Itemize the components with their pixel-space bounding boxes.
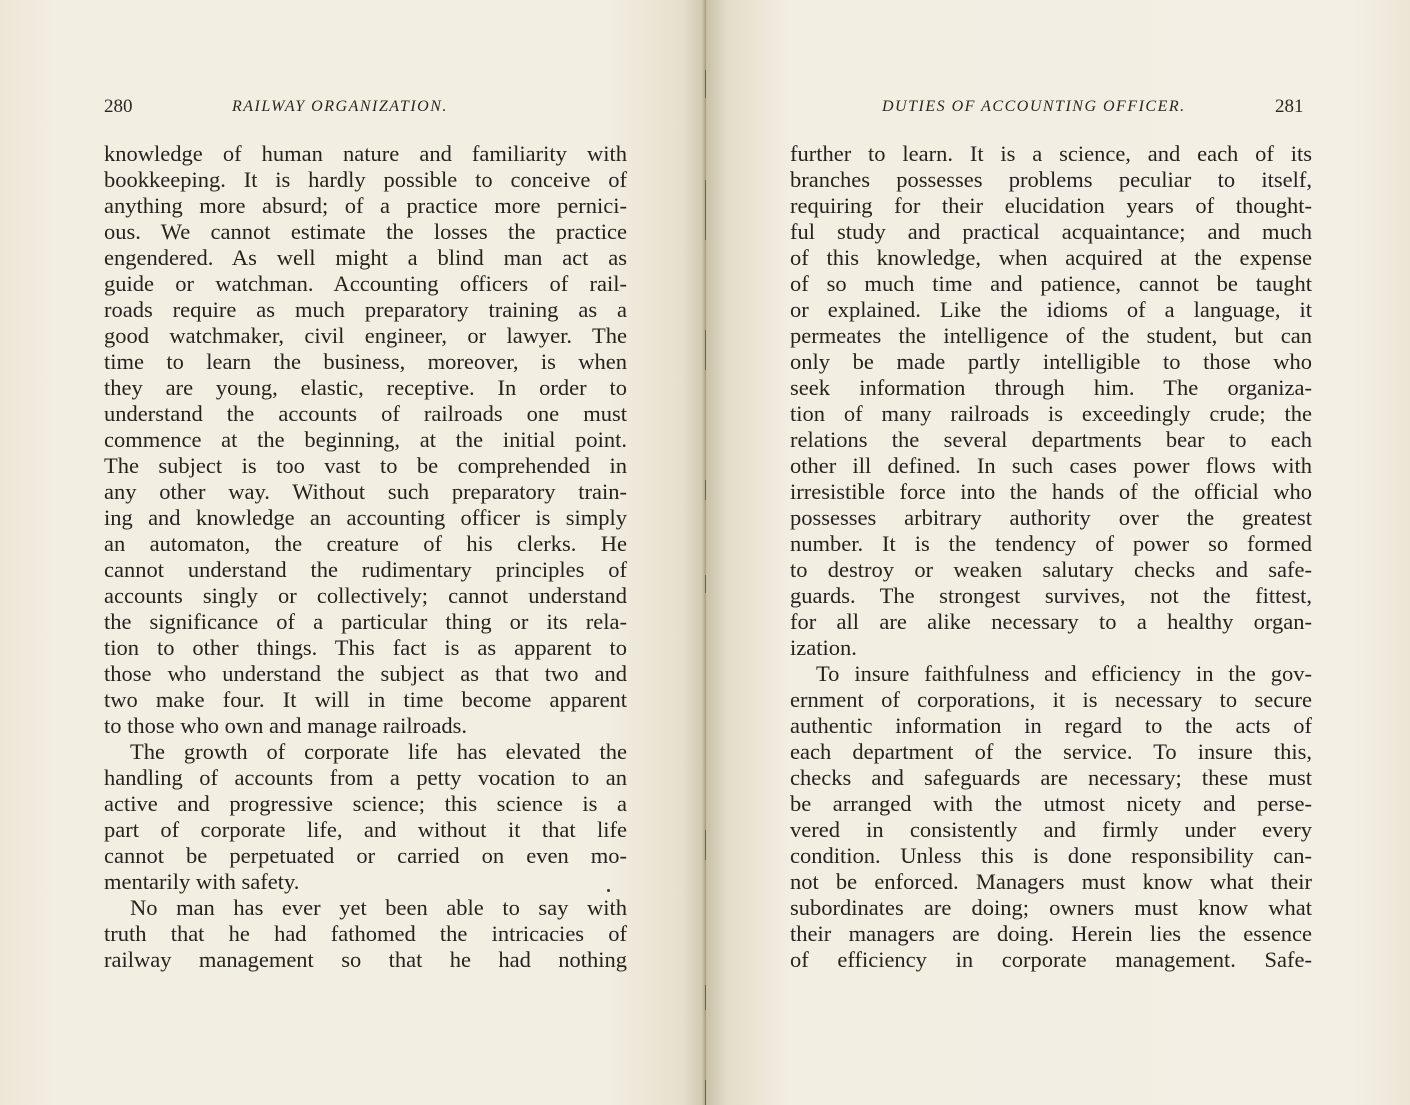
- text-line: part of corporate life, and without it that life: [104, 817, 627, 842]
- text-line: good watchmaker, civil engineer, or lawyer. The: [104, 323, 627, 348]
- text-line: time to learn the business, moreover, is when: [104, 349, 627, 374]
- text-line: branches possesses problems peculiar to itself,: [790, 167, 1312, 192]
- text-line: mentarily with safety.: [104, 869, 300, 894]
- text-line: for all are alike necessary to a healthy organ-: [790, 609, 1312, 634]
- text-line: each department of the service. To insure this,: [790, 739, 1312, 764]
- text-line: vered in consistently and firmly under every: [790, 817, 1312, 842]
- text-line: guards. The strongest survives, not the fittest,: [790, 583, 1312, 608]
- text-line: bookkeeping. It is hardly possible to conceive of: [104, 167, 627, 192]
- text-line: The growth of corporate life has elevated the: [130, 739, 627, 764]
- right-page-header: [706, 96, 1410, 120]
- right-page-body: [790, 141, 1312, 973]
- running-title: RAILWAY ORGANIZATION.: [232, 98, 448, 115]
- text-line: seek information through him. The organiza-: [790, 375, 1312, 400]
- text-line: further to learn. It is a science, and each of its: [790, 141, 1312, 166]
- page-number: 281: [1275, 96, 1304, 117]
- text-line: ous. We cannot estimate the losses the practice: [104, 219, 627, 244]
- right-page: [706, 0, 1410, 1105]
- text-line: other ill defined. In such cases power flows with: [790, 453, 1312, 478]
- text-line: tion of many railroads is exceedingly crude; the: [790, 401, 1312, 426]
- text-line: those who understand the subject as that two and: [104, 661, 627, 686]
- text-line: irresistible force into the hands of the official who: [790, 479, 1312, 504]
- running-title: DUTIES OF ACCOUNTING OFFICER.: [882, 98, 1186, 115]
- text-line: of so much time and patience, cannot be taught: [790, 271, 1312, 296]
- text-line: ernment of corporations, it is necessary to secure: [790, 687, 1312, 712]
- text-line: to those who own and manage railroads.: [104, 713, 468, 738]
- text-line: requiring for their elucidation years of thought-: [790, 193, 1312, 218]
- text-line: handling of accounts from a petty vocation to an: [104, 765, 627, 790]
- text-line: to destroy or weaken salutary checks and safe-: [790, 557, 1312, 582]
- text-line: cannot understand the rudimentary principles of: [104, 557, 627, 582]
- text-line: relations the several departments bear to each: [790, 427, 1312, 452]
- ink-speck: [607, 889, 610, 892]
- text-line: two make four. It will in time become apparent: [104, 687, 627, 712]
- text-line: any other way. Without such preparatory train-: [104, 479, 627, 504]
- text-line: their managers are doing. Herein lies the essence: [790, 921, 1312, 946]
- text-line: subordinates are doing; owners must know what: [790, 895, 1312, 920]
- text-line: number. It is the tendency of power so formed: [790, 531, 1312, 556]
- text-line: checks and safeguards are necessary; these must: [790, 765, 1312, 790]
- text-line: knowledge of human nature and familiarity with: [104, 141, 627, 166]
- text-line: be arranged with the utmost nicety and perse-: [790, 791, 1312, 816]
- text-line: permeates the intelligence of the student, but can: [790, 323, 1312, 348]
- text-line: ful study and practical acquaintance; and much: [790, 219, 1312, 244]
- text-line: guide or watchman. Accounting officers of rail-: [104, 271, 627, 296]
- text-line: possesses arbitrary authority over the greatest: [790, 505, 1312, 530]
- text-line: commence at the beginning, at the initial point.: [104, 427, 627, 452]
- text-line: roads require as much preparatory training as a: [104, 297, 627, 322]
- text-line: cannot be perpetuated or carried on even mo-: [104, 843, 627, 868]
- left-page-header: [0, 96, 704, 120]
- text-line: authentic information in regard to the acts of: [790, 713, 1312, 738]
- text-line: truth that he had fathomed the intricacies of: [104, 921, 627, 946]
- text-line: only be made partly intelligible to those who: [790, 349, 1312, 374]
- text-line: railway management so that he had nothing: [104, 947, 627, 972]
- text-line: ization.: [790, 635, 857, 660]
- text-line: engendered. As well might a blind man act as: [104, 245, 627, 270]
- text-line: not be enforced. Managers must know what their: [790, 869, 1312, 894]
- text-line: No man has ever yet been able to say with: [130, 895, 627, 920]
- text-line: they are young, elastic, receptive. In order to: [104, 375, 627, 400]
- text-line: accounts singly or collectively; cannot understand: [104, 583, 627, 608]
- text-line: active and progressive science; this science is a: [104, 791, 627, 816]
- text-line: of efficiency in corporate management. Safe-: [790, 947, 1312, 972]
- text-line: an automaton, the creature of his clerks. He: [104, 531, 627, 556]
- text-line: anything more absurd; of a practice more pernici-: [104, 193, 627, 218]
- text-line: understand the accounts of railroads one must: [104, 401, 627, 426]
- page-number: 280: [104, 96, 133, 117]
- text-line: or explained. Like the idioms of a language, it: [790, 297, 1312, 322]
- text-line: of this knowledge, when acquired at the expense: [790, 245, 1312, 270]
- left-page-body: [104, 141, 627, 973]
- text-line: ing and knowledge an accounting officer is simply: [104, 505, 627, 530]
- text-line: condition. Unless this is done responsibility can-: [790, 843, 1312, 868]
- left-page: [0, 0, 704, 1105]
- text-line: To insure faithfulness and efficiency in the gov-: [816, 661, 1312, 686]
- text-line: The subject is too vast to be comprehended in: [104, 453, 627, 478]
- text-line: tion to other things. This fact is as apparent to: [104, 635, 627, 660]
- text-line: the significance of a particular thing or its rela-: [104, 609, 627, 634]
